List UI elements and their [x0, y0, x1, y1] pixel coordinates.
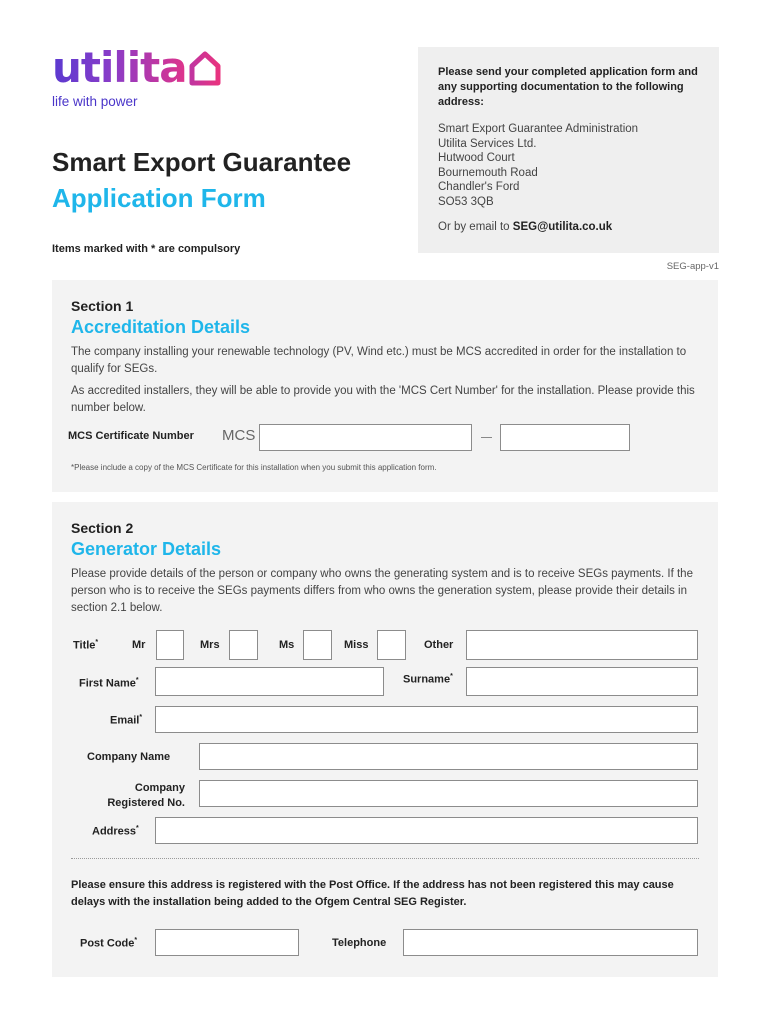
mcs-cert-number-input[interactable]	[259, 424, 472, 451]
email-line	[438, 221, 699, 233]
page-title: Smart Export Guarantee	[52, 147, 352, 177]
telephone-label: Telephone	[332, 937, 387, 949]
title-label: Title*	[73, 639, 99, 652]
email-link[interactable]: SEG@utilita.co.uk	[512, 221, 613, 233]
post-code-label: Post Code*	[80, 937, 138, 950]
mcs-separator	[481, 437, 492, 438]
title-miss-checkbox[interactable]	[377, 630, 406, 660]
email-prefix: Or by email to	[438, 221, 513, 233]
section-title: Accreditation Details	[71, 317, 251, 337]
section-accreditation	[52, 280, 718, 492]
generator-paragraph: Please provide details of the person or company who owns the generating system and is to receive SEGs payments. If the person who is to receive the SEGs payments differs from who owns the generation system, please provide their details in section 2.1 below.	[71, 568, 693, 614]
address-heading: Please send your completed application form and any supporting documentation to the following address:	[438, 66, 698, 108]
mcs-cert-note: *Please include a copy of the MCS Certificate for this installation when you submit this application form.	[71, 463, 437, 472]
title-ms-checkbox[interactable]	[303, 630, 332, 660]
section-label: Section 2	[71, 520, 134, 536]
company-name-label: Company Name	[87, 751, 171, 763]
form-reference: SEG-app-v1	[666, 261, 719, 272]
address-label: Address*	[92, 825, 139, 838]
title-miss-label: Miss	[344, 639, 369, 651]
section-divider	[71, 858, 699, 859]
address-line: Hutwood Court	[438, 152, 515, 164]
company-reg-input[interactable]	[199, 780, 698, 807]
address-line: SO53 3QB	[438, 195, 494, 208]
postal-address-box	[418, 47, 719, 253]
page-subtitle: Application Form	[52, 183, 266, 213]
utilita-logo	[52, 43, 222, 112]
email-input[interactable]	[155, 706, 698, 733]
address-line: Utilita Services Ltd.	[438, 137, 537, 150]
surname-input[interactable]	[466, 667, 698, 696]
mcs-cert-label: MCS Certificate Number	[68, 430, 194, 442]
title-other-input[interactable]	[466, 630, 698, 660]
title-mrs-checkbox[interactable]	[229, 630, 258, 660]
title-mrs-label: Mrs	[200, 639, 220, 651]
address-line: Chandler's Ford	[438, 181, 520, 193]
first-name-label: First Name*	[79, 677, 139, 690]
accreditation-paragraph: The company installing your renewable technology (PV, Wind etc.) must be MCS accredited in order for the installation to qualify for SEGs.	[71, 346, 687, 375]
company-name-input[interactable]	[199, 743, 698, 770]
logo-tagline: life with power	[52, 94, 138, 109]
post-office-warning: Please ensure this address is registered with the Post Office. If the address has not been registered this may cause delays with the installation being added to the Ofgem Central SEG Register.	[71, 879, 674, 908]
logo-wordmark: utilita	[52, 43, 187, 92]
email-label: Email*	[110, 714, 143, 727]
compulsory-note: Items marked with * are compulsory	[52, 243, 241, 255]
title-mr-label: Mr	[132, 639, 146, 651]
first-name-input[interactable]	[155, 667, 384, 696]
mcs-cert-suffix-input[interactable]	[500, 424, 630, 451]
post-code-input[interactable]	[155, 929, 299, 956]
section-label: Section 1	[71, 298, 134, 314]
mcs-prefix: MCS	[222, 427, 256, 444]
house-icon	[188, 50, 222, 86]
telephone-input[interactable]	[403, 929, 698, 956]
title-other-label: Other	[424, 639, 454, 651]
address-input[interactable]	[155, 817, 698, 844]
address-line: Bournemouth Road	[438, 166, 538, 179]
address-line: Smart Export Guarantee Administration	[438, 123, 639, 135]
postal-address	[438, 122, 699, 209]
title-mr-checkbox[interactable]	[156, 630, 184, 660]
title-ms-label: Ms	[279, 639, 295, 651]
company-reg-label: Company Registered No.	[107, 782, 185, 809]
surname-label: Surname*	[403, 673, 453, 686]
mcs-paragraph: As accredited installers, they will be able to provide you with the 'MCS Cert Number' for the installation. Please provide this number below.	[71, 385, 695, 414]
section-generator	[52, 502, 718, 977]
section-title: Generator Details	[71, 539, 222, 559]
